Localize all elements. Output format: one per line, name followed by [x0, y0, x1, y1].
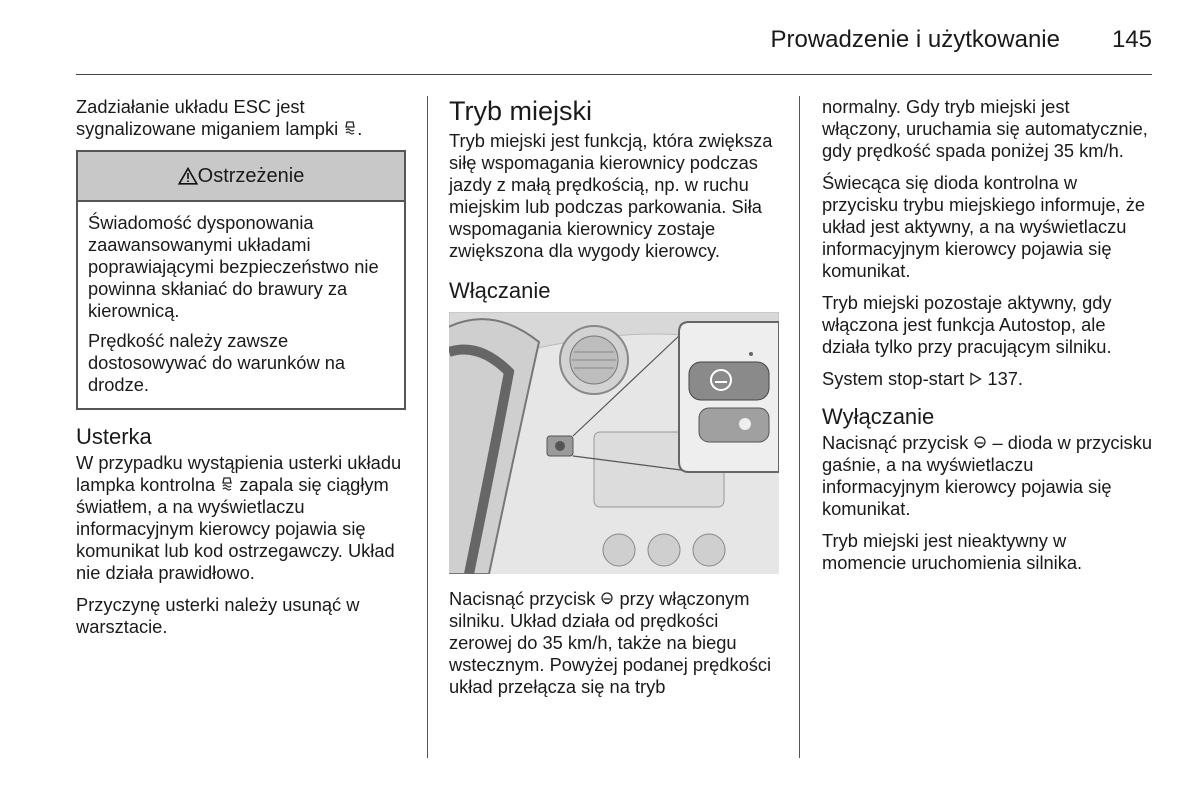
esc-intro-paragraph: Zadziałanie układu ESC jest sygnalizowane miganiem lampki . [76, 96, 363, 139]
activation-paragraph: Nacisnąć przycisk przy włączonym silniku. Układ działa od prędkości zerowej do 35 km/h, także na biegu wstecznym. Powyżej podanej prędkości układ przełącza się na tryb [449, 588, 772, 697]
city-mode-button-icon [973, 436, 987, 450]
column-divider-1 [427, 96, 428, 758]
stop-start-reference: System stop-start 137. [822, 368, 1024, 389]
city-mode-paragraph: Tryb miejski jest funkcją, która zwiększa siłę wspomagania kierownicy podczas jazdy z małą prędkością, np. w ruchu miejskim lub podczas parkowania. Siła wspomagania kierownicy zostaje zwiększona dla wygody kierowcy. [449, 130, 773, 261]
warning-header [78, 152, 404, 202]
warning-paragraph-1: Świadomość dysponowania zaawansowanymi układami poprawiającymi bezpieczeństwo nie powinna skłaniać do brawury za kierownicą. [88, 212, 379, 321]
indicator-paragraph: Świecąca się dioda kontrolna w przycisku trybu miejskiego informuje, że układ jest aktywny, a na wyświetlaczu informacyjnym kierowcy pojawia się komunikat. [822, 172, 1146, 281]
warning-body [78, 202, 404, 408]
column-2 [449, 96, 779, 708]
column-divider-2 [799, 96, 800, 758]
dashboard-illustration [449, 312, 779, 574]
page-reference-arrow-icon [969, 372, 982, 386]
deactivation-heading: Wyłączanie [822, 404, 935, 429]
warning-triangle-icon [178, 167, 198, 185]
page-header-title: Prowadzenie i użytkowanie [770, 26, 1060, 53]
fault-heading: Usterka [76, 424, 152, 449]
esc-warning-icon [220, 476, 234, 492]
esc-warning-icon [343, 120, 357, 136]
inactive-on-start-paragraph: Tryb miejski jest nieaktywny w momencie uruchomienia silnika. [822, 530, 1083, 573]
normal-mode-paragraph: normalny. Gdy tryb miejski jest włączony, uruchamia się automatycznie, gdy prędkość spada poniżej 35 km/h. [822, 96, 1148, 161]
page-number: 145 [1111, 26, 1152, 53]
city-mode-heading: Tryb miejski [449, 96, 593, 126]
activation-heading: Włączanie [449, 278, 551, 303]
column-1 [76, 96, 406, 648]
header-divider [76, 74, 1152, 75]
warning-paragraph-2: Prędkość należy zawsze dostosowywać do warunków na drodze. [88, 330, 346, 395]
warning-title: Ostrzeżenie [197, 165, 305, 187]
city-mode-button-icon [600, 592, 614, 606]
autostop-paragraph: Tryb miejski pozostaje aktywny, gdy włączona jest funkcja Autostop, ale działa tylko przy pracującym silniku. [822, 292, 1112, 357]
deactivation-paragraph: Nacisnąć przycisk – dioda w przycisku gaśnie, a na wyświetlaczu informacyjnym kierowcy pojawia się komunikat. [822, 432, 1153, 519]
fault-paragraph-1: W przypadku wystąpienia usterki układu lampka kontrolna zapala się ciągłym światłem, a na wyświetlaczu informacyjnym kierowcy pojawia się komunikat lub kod ostrzegawczy. Układ nie działa prawidłowo. [76, 452, 402, 583]
warning-box [76, 150, 406, 410]
fault-paragraph-2: Przyczynę usterki należy usunąć w warsztacie. [76, 594, 360, 637]
column-3 [822, 96, 1152, 584]
